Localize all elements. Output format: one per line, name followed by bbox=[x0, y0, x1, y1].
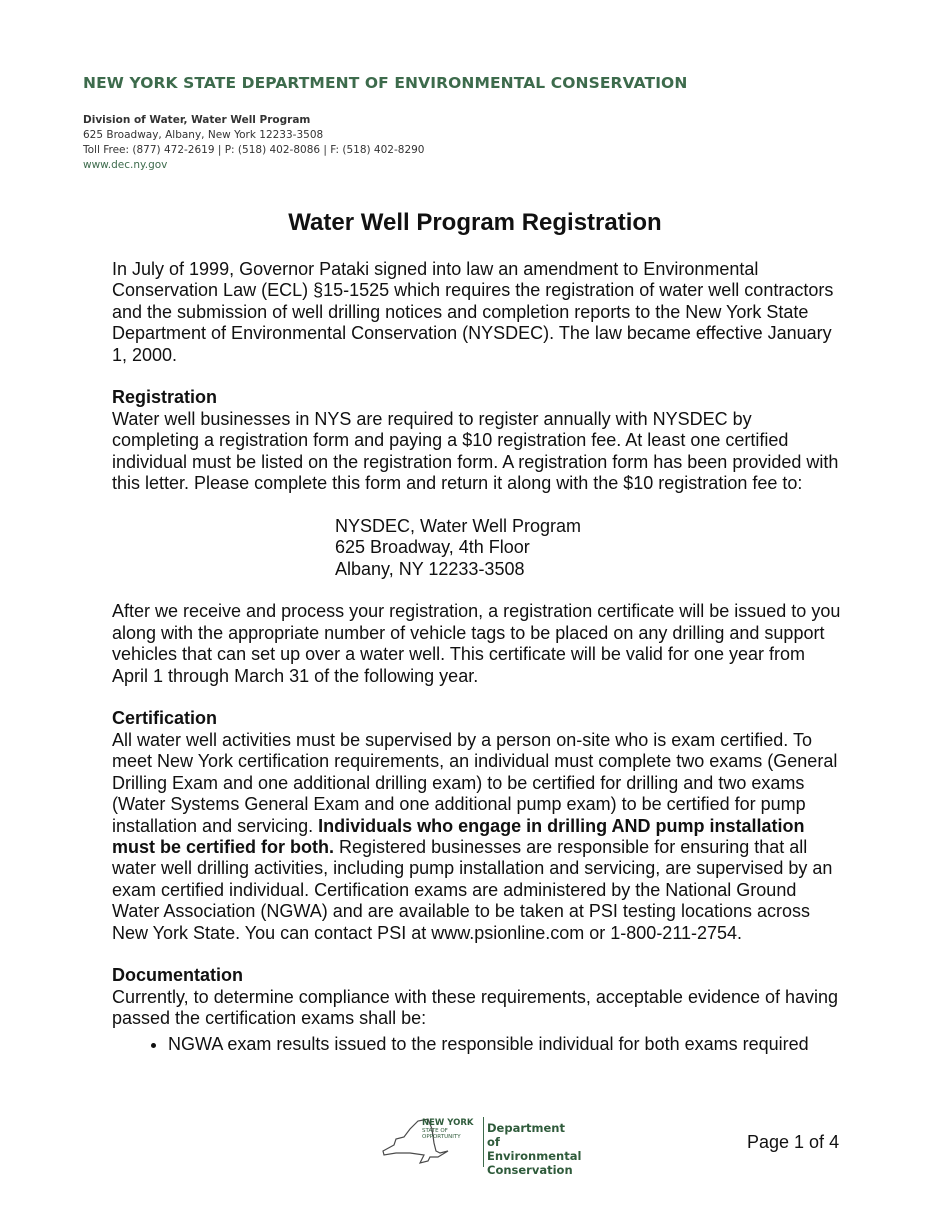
logo-divider bbox=[483, 1117, 484, 1167]
page-number: Page 1 of 4 bbox=[747, 1132, 840, 1152]
mailing-address-line: Albany, NY 12233-3508 bbox=[335, 558, 525, 579]
ny-state-of-opportunity-text bbox=[422, 1119, 473, 1140]
evidence-list bbox=[112, 1034, 842, 1055]
documentation-heading: Documentation bbox=[112, 965, 244, 986]
logo-dept-line: Conservation bbox=[487, 1163, 573, 1177]
mailing-address-line: 625 Broadway, 4th Floor bbox=[335, 537, 530, 558]
certification-bold-requirement: Individuals who engage in drilling AND pump installation must be certified for both. bbox=[112, 815, 805, 857]
document-body bbox=[112, 259, 842, 1055]
agency-phones: Toll Free: (877) 472-2619 | P: (518) 402-8086 | F: (518) 402-8290 bbox=[83, 144, 425, 156]
page-title: Water Well Program Registration bbox=[288, 209, 662, 236]
logo-department-text bbox=[487, 1121, 581, 1177]
documentation-paragraph: Currently, to determine compliance with these requirements, acceptable evidence of having passed the certification exams shall be: bbox=[112, 986, 839, 1029]
certification-text-1: All water well activities must be supervised by a person on-site who is exam certified. To meet New York certification requirements, an individual must complete two exams (General Drilling Exam and one additional drilling exam) to be certified for drilling and two exams (Water Systems General Exam and one additional pump exam) to be certified for pump installation and servicing. bbox=[112, 729, 838, 836]
certification-heading: Certification bbox=[112, 708, 218, 729]
logo-state-line: NEW YORK bbox=[422, 1118, 474, 1128]
letterhead bbox=[83, 74, 687, 171]
mailing-address-line: NYSDEC, Water Well Program bbox=[335, 515, 582, 536]
agency-address: 625 Broadway, Albany, New York 12233-3508 bbox=[83, 129, 324, 141]
division-name: Division of Water, Water Well Program bbox=[83, 114, 311, 126]
mailing-address bbox=[335, 516, 842, 580]
logo-state-line: STATE OF bbox=[422, 1127, 448, 1134]
list-item: • NGWA exam results issued to the responsible individual for both exams required bbox=[168, 1034, 842, 1055]
logo-dept-line: Department of bbox=[487, 1121, 565, 1149]
certification-paragraph bbox=[112, 730, 842, 944]
logo-state-line: OPPORTUNITY bbox=[422, 1133, 461, 1140]
registration-paragraph: Water well businesses in NYS are required to register annually with NYSDEC by completing a registration form and paying a $10 registration fee. At least one certified individual must be listed on the registration form. A registration form has been provided with this letter. Please complete this form and return it along with the $10 registration fee to: bbox=[112, 408, 839, 494]
registration-heading: Registration bbox=[112, 387, 218, 408]
certificate-paragraph: After we receive and process your registration, a registration certificate will be issued to you along with the appropriate number of vehicle tags to be placed on any drilling and support vehicles that can set up over a water well. This certificate will be valid for one year from April 1 through March 31 of the following year. bbox=[112, 601, 841, 686]
agency-website-link[interactable]: www.dec.ny.gov bbox=[83, 159, 168, 171]
logo-dept-line: Environmental bbox=[487, 1149, 582, 1163]
intro-paragraph: In July of 1999, Governor Pataki signed into law an amendment to Environmental Conservation Law (ECL) §15-1525 which requires the registration of water well contractors and the submission of well drilling notices and completion reports to the New York State Department of Environmental Conservation (NYSDEC). The law became effective January 1, 2000. bbox=[112, 259, 834, 365]
certification-text-2: Registered businesses are responsible for ensuring that all water well drilling activities, including pump installation and servicing, are supervised by an exam certified individual. Certification exams are administered by the National Ground Water Association (NGWA) and are available to be taken at PSI testing locations across New York State. You can contact PSI at www.psionline.com or 1-800-211-2754. bbox=[112, 836, 833, 943]
nys-dec-logo bbox=[380, 1115, 582, 1177]
agency-name: NEW YORK STATE DEPARTMENT OF ENVIRONMENTAL CONSERVATION bbox=[83, 74, 688, 92]
